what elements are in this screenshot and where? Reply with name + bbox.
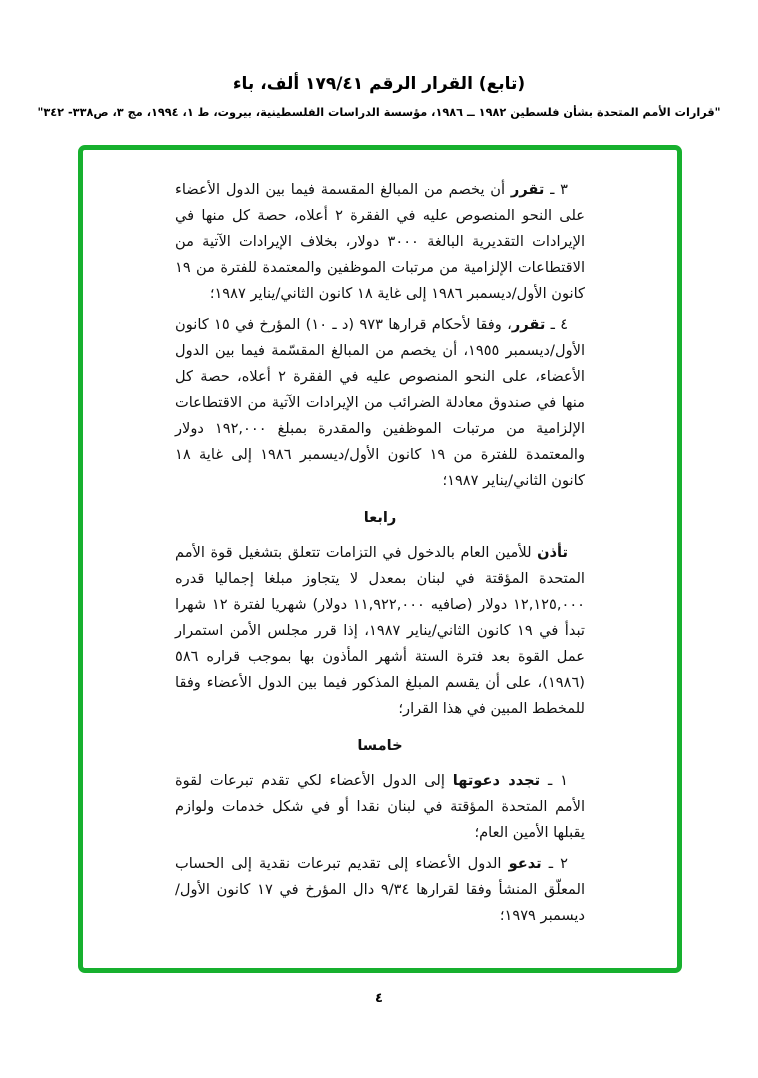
paragraph-number: ٤ ـ xyxy=(545,316,569,333)
paragraph-3 xyxy=(175,177,585,307)
resolution-body xyxy=(175,177,585,929)
section-heading-fourth: رابعا xyxy=(363,509,397,526)
lead-word: تقرر xyxy=(510,181,545,198)
paragraph-number: ٣ ـ xyxy=(544,181,568,198)
paragraph-text: للأمين العام بالدخول في التزامات تتعلق بتشغيل قوة الأمم المتحدة المؤقتة في لبنان بمعدل لا يتجاوز مبلغا إجماليا قدره ١٢,١٢٥,٠٠٠ دولار (صافيه ١١,٩٢٢,٠٠٠ دولار) شهريا لفترة ١٢ شهرا تبدأ في ١٩ كانون الثاني/يناير ١٩٨٧، إذا قرر مجلس الأمن استمرار عمل القوة بعد فترة الستة أشهر المأذون بها بموجب قراره ٥٨٦ (١٩٨٦)، على أن يقسم المبلغ المذكور فيما بين الدول الأعضاء وفقا للمخطط المبين في هذا القرار؛ xyxy=(175,544,586,717)
paragraph-text: ، وفقا لأحكام قرارها ٩٧٣ (د ـ ١٠) المؤرخ في ١٥ كانون الأول/ديسمبر ١٩٥٥، أن يخصم من المبالغ المقسّمة فيما بين الدول الأعضاء، على النحو المنصوص عليه في الفقرة ٢ أعلاه، حصة كل منها في صندوق معادلة الضرائب من الإيرادات الآتية من الاقتطاعات الإلزامية من مرتبات الموظفين والمقدرة بمبلغ ١٩٢,٠٠٠ دولار والمعتمدة للفترة من ١٩ كانون الأول/ديسمبر ١٩٨٦ إلى غاية ١٨ كانون الثاني/يناير ١٩٨٧؛ xyxy=(175,316,586,489)
document-frame xyxy=(78,145,682,973)
section-heading-fifth: خامسا xyxy=(357,737,403,754)
paragraph-number: ١ ـ xyxy=(540,772,569,789)
paragraph-4 xyxy=(175,312,585,494)
lead-word: تقرر xyxy=(511,316,546,333)
paragraph-text: إلى الدول الأعضاء لكي تقدم تبرعات لقوة الأمم المتحدة المؤقتة في لبنان نقدا أو في شكل خدمات ولوازم يقبلها الأمين العام؛ xyxy=(175,772,585,841)
paragraph-authorization xyxy=(175,540,585,722)
page-title: (تابع) القرار الرقم ١٧٩/٤١ ألف، باء xyxy=(232,74,526,94)
paragraph-number: ٢ ـ xyxy=(541,855,568,872)
paragraph-5-1 xyxy=(175,768,585,846)
paragraph-text: الدول الأعضاء إلى تقديم تبرعات نقدية إلى الحساب المعلّق المنشأ وفقا لقرارها ٩/٣٤ دال المؤرخ في ١٧ كانون الأول/ديسمبر ١٩٧٩؛ xyxy=(175,855,586,924)
lead-word: تأذن xyxy=(537,544,568,561)
source-citation: "قرارات الأمم المتحدة بشأن فلسطين ١٩٨٢ ــ ١٩٨٦، مؤسسة الدراسات الفلسطينية، بيروت، ط ١، ١٩٩٤، مج ٣، ص٣٣٨- ٣٤٢" xyxy=(37,106,721,119)
lead-word: تجدد دعوتها xyxy=(452,772,541,789)
paragraph-text: أن يخصم من المبالغ المقسمة فيما بين الدول الأعضاء على النحو المنصوص عليه في الفقرة ٢ أعلاه، حصة كل منها في الإيرادات التقديرية البالغة ٣٠٠٠ دولار، بخلاف الإيرادات الآتية من الاقتطاعات الإلزامية من مرتبات الموظفين والمعتمدة للفترة من ١٩ كانون الأول/ديسمبر ١٩٨٦ إلى غاية ١٨ كانون الثاني/يناير ١٩٨٧؛ xyxy=(175,181,585,302)
page-number: ٤ xyxy=(375,991,383,1006)
lead-word: تدعو xyxy=(508,855,542,872)
paragraph-5-2 xyxy=(175,851,585,929)
